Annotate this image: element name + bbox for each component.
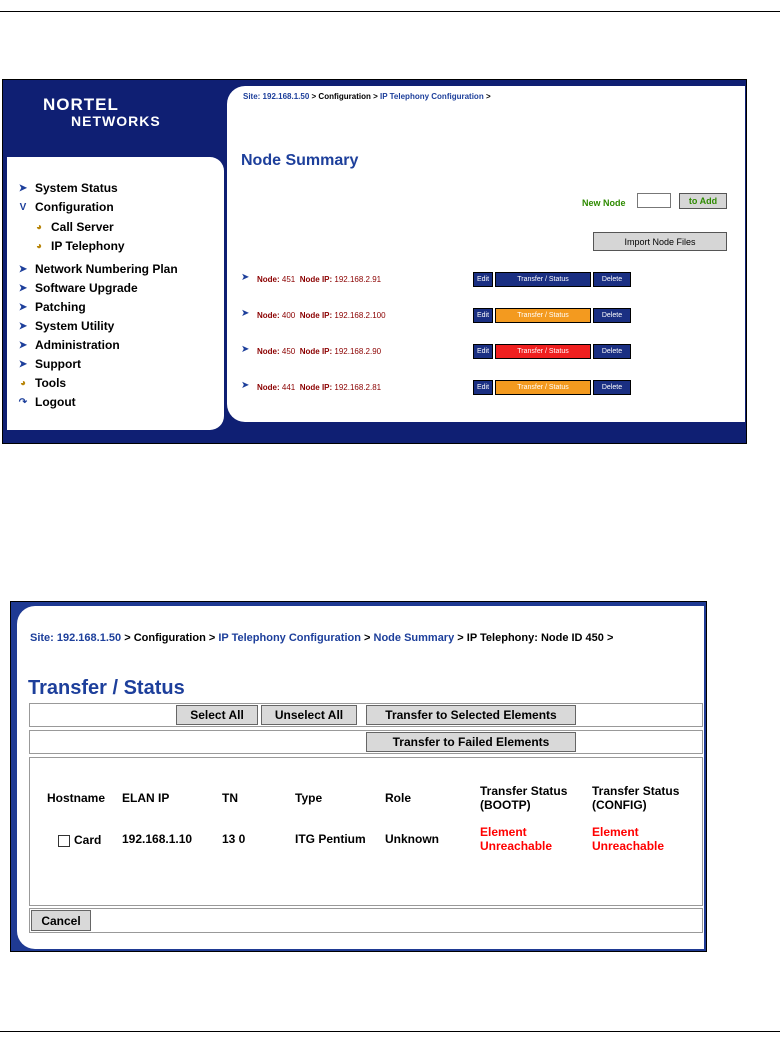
transfer-failed-button[interactable]: Transfer to Failed Elements: [366, 732, 576, 752]
to-add-button[interactable]: to Add: [679, 193, 727, 209]
edit-button[interactable]: Edit: [473, 272, 493, 287]
transfer-status-content: [17, 606, 704, 949]
transfer-status-button[interactable]: Transfer / Status: [495, 344, 591, 359]
arrow-right-icon: ➤: [18, 282, 28, 294]
element-table: [29, 757, 703, 906]
failed-toolbar: [29, 730, 703, 754]
cell-type: ITG Pentium: [295, 832, 366, 846]
breadcrumb-configuration: Configuration: [133, 632, 206, 644]
sidebar-item-call-server[interactable]: ◕ Call Server: [31, 220, 114, 234]
arrow-right-icon: ➤: [18, 182, 28, 194]
column-header-config-status: Transfer Status (CONFIG): [592, 784, 680, 812]
node-summary-content: [227, 86, 745, 422]
cell-elan-ip: 192.168.1.10: [122, 832, 193, 846]
new-node-label: New Node: [582, 198, 626, 208]
delete-button[interactable]: Delete: [593, 344, 631, 359]
cancel-row: [29, 908, 703, 933]
bulb-icon: ◕: [35, 240, 43, 252]
node-ip: 192.168.2.91: [334, 275, 382, 284]
breadcrumb-site-link[interactable]: Site: 192.168.1.50: [243, 92, 310, 101]
node-row: ➤ Node: 441 Node IP: 192.168.2.81 Edit Transfer / Status Delete: [241, 380, 721, 396]
arrow-right-icon: ➤: [241, 308, 250, 319]
arrow-right-icon: ➤: [18, 358, 28, 370]
arrow-right-icon: ➤: [241, 380, 250, 391]
column-header-type: Type: [295, 791, 323, 805]
unselect-all-button[interactable]: Unselect All: [261, 705, 357, 725]
cell-tn: 13 0: [222, 832, 246, 846]
transfer-status-button[interactable]: Transfer / Status: [495, 380, 591, 395]
sidebar-item-system-utility[interactable]: ➤ System Utility: [15, 319, 114, 333]
delete-button[interactable]: Delete: [593, 272, 631, 287]
sidebar-item-patching[interactable]: ➤ Patching: [15, 300, 86, 314]
node-id: 441: [281, 383, 296, 392]
bottom-rule: [0, 1031, 780, 1032]
node-ip: 192.168.2.100: [334, 311, 386, 320]
bulb-icon: ◕: [35, 221, 43, 233]
page-title: Transfer / Status: [28, 677, 185, 699]
cell-bootp-status: Element Unreachable: [480, 825, 553, 853]
node-row: ➤ Node: 450 Node IP: 192.168.2.90 Edit Transfer / Status Delete: [241, 344, 721, 360]
arrow-right-icon: ➤: [18, 301, 28, 313]
edit-button[interactable]: Edit: [473, 380, 493, 395]
cancel-button[interactable]: Cancel: [31, 910, 91, 931]
bulb-icon: ◕: [19, 377, 27, 389]
breadcrumb-ip-telephony-link[interactable]: IP Telephony Configuration: [218, 632, 361, 644]
breadcrumb: Site: 192.168.1.50 > Configuration > IP Telephony Configuration >: [243, 92, 491, 101]
sidebar-item-tools[interactable]: ◕ Tools: [15, 376, 66, 390]
arrow-right-icon: ➤: [241, 344, 250, 355]
import-node-files-button[interactable]: Import Node Files: [593, 232, 727, 251]
arrow-right-icon: ➤: [18, 263, 28, 275]
arrow-right-icon: ➤: [18, 339, 28, 351]
edit-button[interactable]: Edit: [473, 308, 493, 323]
new-node-input[interactable]: [637, 193, 671, 208]
cell-config-status: Element Unreachable: [592, 825, 665, 853]
column-header-elan-ip: ELAN IP: [122, 791, 170, 805]
arrow-right-icon: ➤: [18, 320, 28, 332]
sidebar-item-ip-telephony[interactable]: ◕ IP Telephony: [31, 239, 125, 253]
node-row: ➤ Node: 451 Node IP: 192.168.2.91 Edit Transfer / Status Delete: [241, 272, 721, 288]
logout-icon: ↷: [18, 396, 28, 408]
column-header-bootp-status: Transfer Status (BOOTP): [480, 784, 568, 812]
node-id: 451: [281, 275, 296, 284]
sidebar-item-support[interactable]: ➤ Support: [15, 357, 81, 371]
column-header-hostname: Hostname: [47, 791, 106, 805]
breadcrumb-site-link[interactable]: Site: 192.168.1.50: [30, 632, 122, 644]
table-row-hostname: Card: [58, 833, 101, 847]
selection-toolbar: [29, 703, 703, 727]
select-all-button[interactable]: Select All: [176, 705, 258, 725]
breadcrumb-current: IP Telephony: Node ID 450: [466, 632, 604, 644]
node-id: 450: [281, 347, 296, 356]
edit-button[interactable]: Edit: [473, 344, 493, 359]
transfer-status-button[interactable]: Transfer / Status: [495, 272, 591, 287]
transfer-status-screenshot: [10, 601, 707, 952]
node-row: ➤ Node: 400 Node IP: 192.168.2.100 Edit Transfer / Status Delete: [241, 308, 721, 324]
sidebar-nav: [7, 157, 224, 430]
node-summary-screenshot: [2, 79, 747, 444]
node-ip: 192.168.2.90: [334, 347, 382, 356]
transfer-status-button[interactable]: Transfer / Status: [495, 308, 591, 323]
delete-button[interactable]: Delete: [593, 308, 631, 323]
sidebar-item-software-upgrade[interactable]: ➤ Software Upgrade: [15, 281, 138, 295]
nortel-logo: NORTEL NETWORKS: [43, 95, 161, 129]
breadcrumb: Site: 192.168.1.50 > Configuration > IP Telephony Configuration > Node Summary > IP Telephony: Node ID 450 >: [30, 632, 614, 644]
page-title: Node Summary: [241, 152, 359, 169]
cell-role: Unknown: [385, 832, 439, 846]
delete-button[interactable]: Delete: [593, 380, 631, 395]
breadcrumb-ip-telephony-link[interactable]: IP Telephony Configuration: [380, 92, 484, 101]
sidebar-item-network-numbering-plan[interactable]: ➤ Network Numbering Plan: [15, 262, 178, 276]
transfer-selected-button[interactable]: Transfer to Selected Elements: [366, 705, 576, 725]
chevron-down-icon: V: [19, 201, 27, 213]
node-id: 400: [281, 311, 296, 320]
column-header-tn: TN: [222, 791, 238, 805]
card-checkbox[interactable]: [58, 835, 70, 847]
sidebar-item-system-status[interactable]: ➤ System Status: [15, 181, 118, 195]
arrow-right-icon: ➤: [241, 272, 250, 283]
column-header-role: Role: [385, 791, 412, 805]
sidebar-item-logout[interactable]: ↷ Logout: [15, 395, 76, 409]
node-ip: 192.168.2.81: [334, 383, 382, 392]
sidebar-item-administration[interactable]: ➤ Administration: [15, 338, 120, 352]
breadcrumb-configuration: Configuration: [318, 92, 371, 101]
top-rule: [0, 11, 780, 12]
breadcrumb-node-summary-link[interactable]: Node Summary: [373, 632, 455, 644]
sidebar-item-configuration[interactable]: V Configuration: [15, 200, 114, 214]
